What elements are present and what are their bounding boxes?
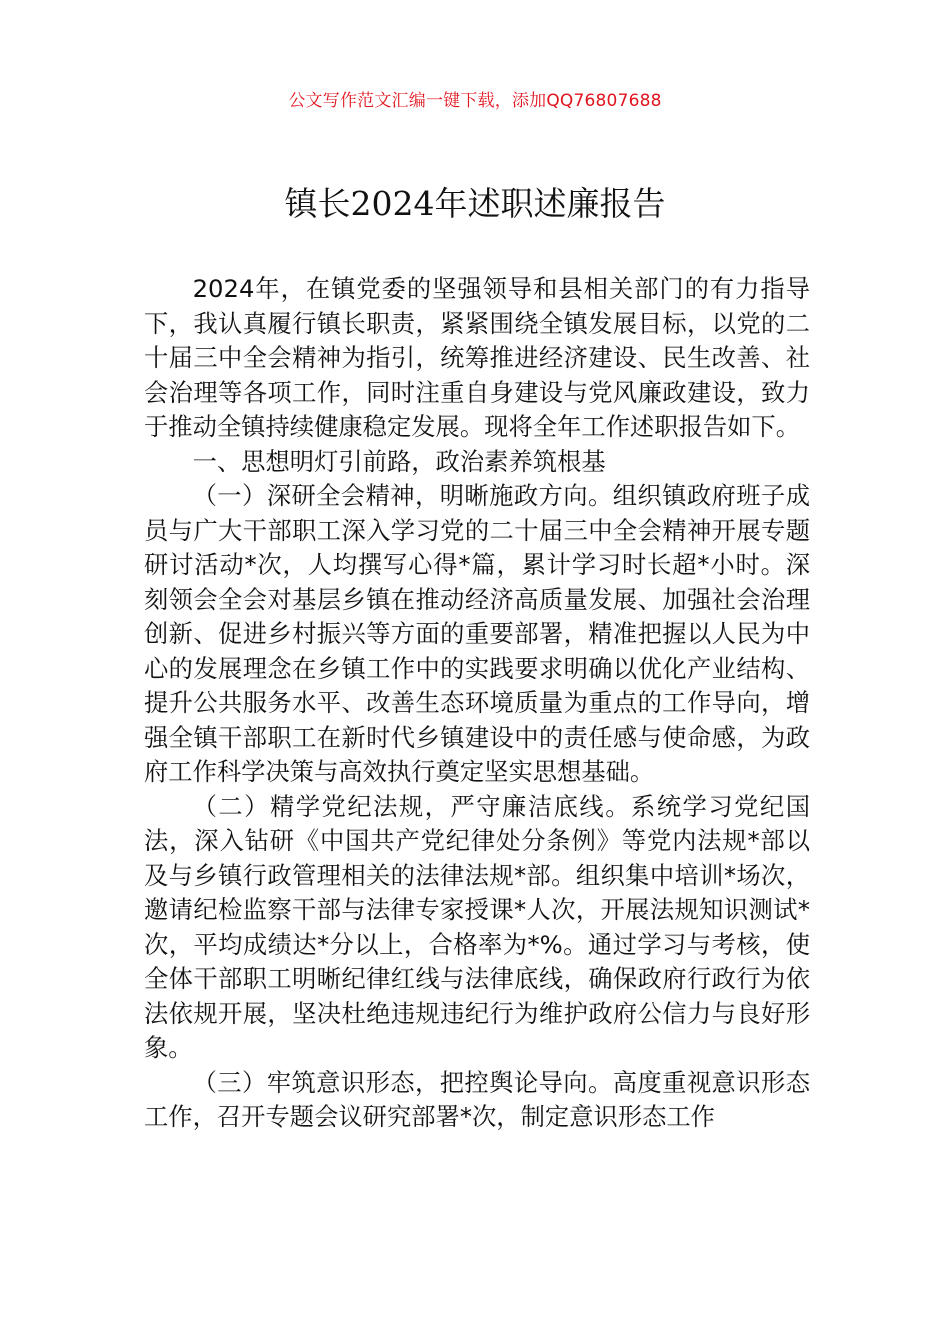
intro-paragraph: 2024年，在镇党委的坚强领导和县相关部门的有力指导下，我认真履行镇长职责，紧紧围绕全镇发展目标，以党的二十届三中全会精神为指引，统筹推进经济建设、民生改善、社会治理等各项工作，同时注重自身建设与党风廉政建设，致力于推动全镇持续健康稳定发展。现将全年工作述职报告如下。 — [144, 274, 810, 441]
section-heading: 一、思想明灯引前路，政治素养筑根基 — [192, 446, 606, 476]
promo-banner: 公文写作范文汇编一键下载，添加QQ76807688 — [288, 91, 662, 111]
report-body — [144, 272, 810, 1135]
body-paragraph: （三）牢筑意识形态，把控舆论导向。高度重视意识形态工作，召开专题会议研究部署*次，制定意识形态工作 — [144, 1067, 810, 1131]
body-paragraph: （一）深研全会精神，明晰施政方向。组织镇政府班子成员与广大干部职工深入学习党的二十届三中全会精神开展专题研讨活动*次，人均撰写心得*篇，累计学习时长超*小时。深刻领会全会对基层乡镇在推动经济高质量发展、加强社会治理创新、促进乡村振兴等方面的重要部署，精准把握以人民为中心的发展理念在乡镇工作中的实践要求明确以优化产业结构、提升公共服务水平、改善生态环境质量为重点的工作导向，增强全镇干部职工在新时代乡镇建设中的责任感与使命感，为政府工作科学决策与高效执行奠定坚实思想基础。 — [144, 481, 810, 786]
page-title: 镇长2024年述职述廉报告 — [284, 184, 666, 223]
body-paragraph: （二）精学党纪法规，严守廉洁底线。系统学习党纪国法，深入钻研《中国共产党纪律处分条例》等党内法规*部以及与乡镇行政管理相关的法律法规*部。组织集中培训*场次，邀请纪检监察干部与法律专家授课*人次，开展法规知识测试*次，平均成绩达*分以上，合格率为*%。通过学习与考核，使全体干部职工明晰纪律红线与法律底线，确保政府行政行为依法依规开展，坚决杜绝违规违纪行为维护政府公信力与良好形象。 — [144, 791, 810, 1062]
